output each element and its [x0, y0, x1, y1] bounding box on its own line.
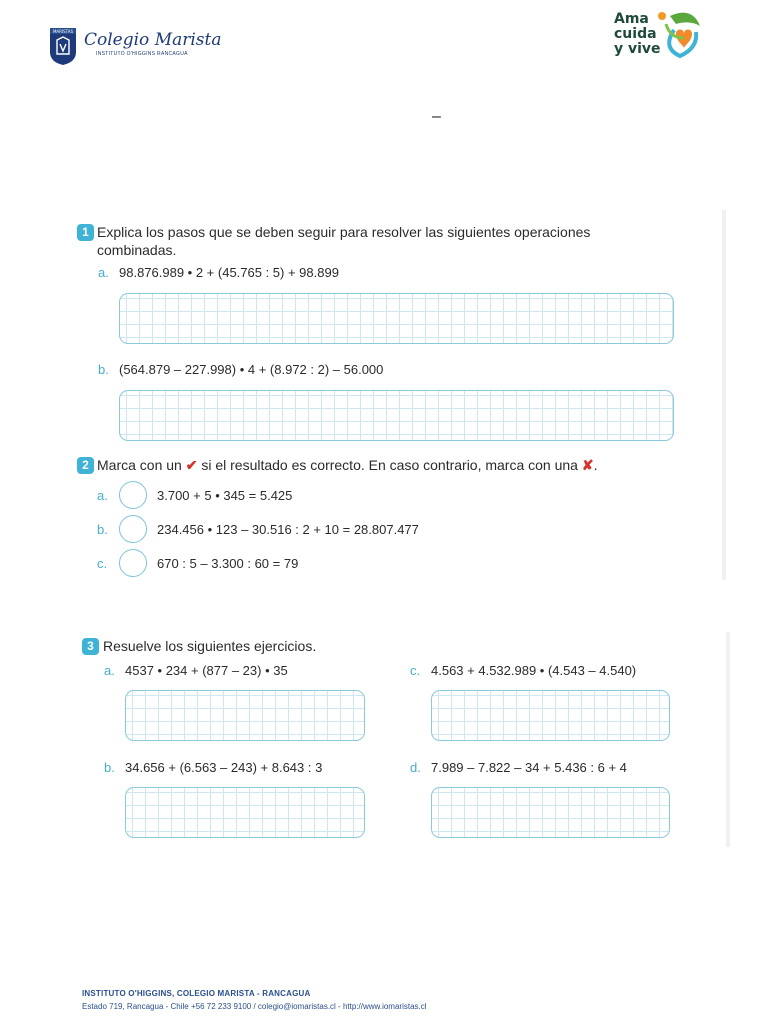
brand-line-1: Ama	[614, 11, 649, 27]
exercise-3-badge: 3	[82, 638, 99, 655]
exercise-3c-letter: c.	[410, 663, 421, 678]
exercise-3a-expression: 4537 • 234 + (877 – 23) • 35	[125, 663, 288, 678]
exercise-1b-expression: (564.879 – 227.998) • 4 + (8.972 : 2) – 56.000	[119, 362, 384, 377]
exercise-1a-expression: 98.876.989 • 2 + (45.765 : 5) + 98.899	[119, 265, 339, 280]
exercise-2-instruction	[97, 457, 598, 474]
exercise-2a-answer-circle[interactable]	[119, 481, 147, 509]
footer-contact: Estado 719, Rancagua - Chile +56 72 233 9100 / colegio@iomaristas.cl - http://www.iomaristas.cl	[82, 1002, 427, 1011]
exercise-2b-answer-circle[interactable]	[119, 515, 147, 543]
exercise-3a-answer-grid[interactable]	[125, 690, 365, 741]
exercise-2a-letter: a.	[97, 488, 108, 503]
exercise-1a-letter: a.	[98, 265, 109, 280]
exercise-3a-letter: a.	[104, 663, 115, 678]
exercise-2-text-before: Marca con un	[97, 457, 182, 473]
exercise-3b-expression: 34.656 + (6.563 – 243) + 8.643 : 3	[125, 760, 323, 775]
exercise-1-instruction-line2: combinadas.	[97, 242, 177, 258]
exercise-1b-letter: b.	[98, 362, 109, 377]
exercise-2-badge: 2	[77, 457, 94, 474]
cross-icon: ✘	[581, 457, 594, 473]
exercise-3c-expression: 4.563 + 4.532.989 • (4.543 – 4.540)	[431, 663, 637, 678]
crest-label: MARISTAS	[52, 29, 74, 34]
footer-institution: INSTITUTO O'HIGGINS, COLEGIO MARISTA - RANCAGUA	[82, 989, 311, 998]
exercise-2c-letter: c.	[97, 556, 108, 571]
scan-edge-bottom	[726, 632, 730, 847]
exercise-2b-letter: b.	[97, 522, 108, 537]
exercise-2c-answer-circle[interactable]	[119, 549, 147, 577]
leaf-heart-logo-icon	[644, 8, 704, 60]
exercise-2-text-middle: si el resultado es correcto. En caso contrario, marca con una	[201, 457, 578, 473]
exercise-1-badge: 1	[77, 224, 94, 241]
exercise-1-instruction-line1: Explica los pasos que se deben seguir para resolver las siguientes operaciones	[97, 224, 591, 240]
exercise-1b-answer-grid[interactable]	[119, 390, 674, 441]
exercise-3b-letter: b.	[104, 760, 115, 775]
title-placeholder-dash: –	[432, 108, 441, 125]
exercise-2-text-after: .	[593, 457, 598, 473]
exercise-2b-expression: 234.456 • 123 – 30.516 : 2 + 10 = 28.807.477	[157, 522, 419, 537]
exercise-3d-answer-grid[interactable]	[431, 787, 670, 838]
school-crest-icon	[48, 26, 78, 66]
exercise-3c-answer-grid[interactable]	[431, 690, 670, 741]
exercise-3d-expression: 7.989 – 7.822 – 34 + 5.436 : 6 + 4	[431, 760, 627, 775]
exercise-3d-letter: d.	[410, 760, 421, 775]
scan-edge-top	[722, 210, 726, 580]
brand-line-2: cuida	[614, 26, 657, 42]
checkmark-icon: ✔	[185, 457, 198, 473]
brand-line-3: y vive	[614, 41, 661, 57]
exercise-3b-answer-grid[interactable]	[125, 787, 365, 838]
school-name: Colegio Marista	[84, 30, 222, 50]
exercise-3-instruction: Resuelve los siguientes ejercicios.	[103, 638, 317, 654]
exercise-1a-answer-grid[interactable]	[119, 293, 674, 344]
school-subtitle: INSTITUTO O'HIGGINS RANCAGUA	[96, 51, 188, 57]
exercise-2a-expression: 3.700 + 5 • 345 = 5.425	[157, 488, 293, 503]
exercise-2c-expression: 670 : 5 – 3.300 : 60 = 79	[157, 556, 299, 571]
